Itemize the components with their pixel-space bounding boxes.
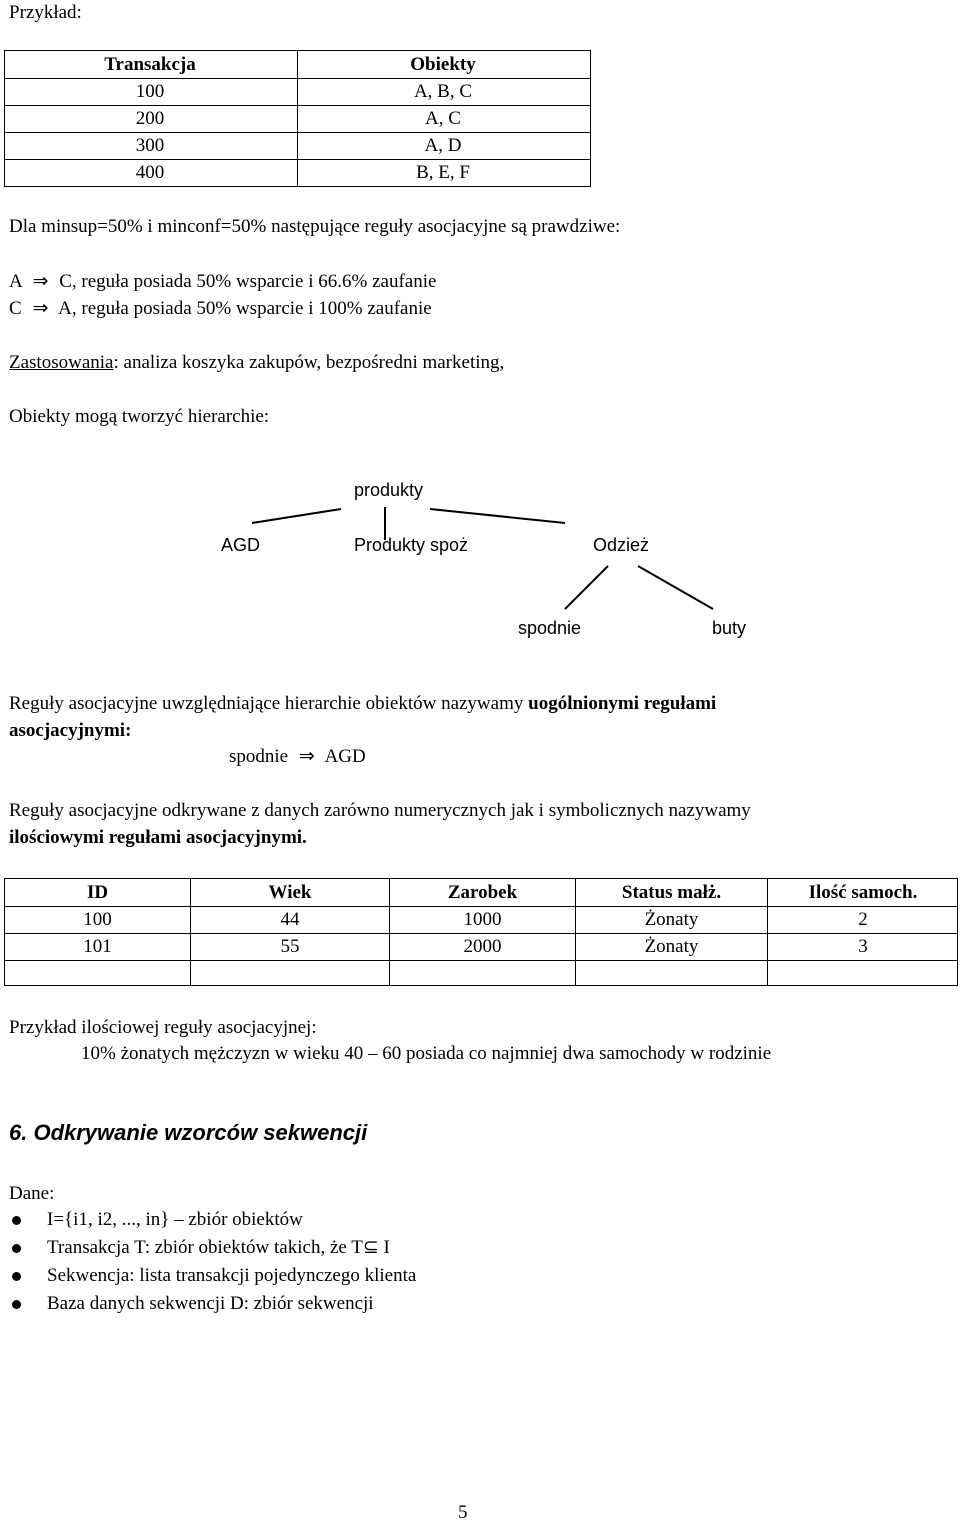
section-heading: 6. Odkrywanie wzorców sekwencji [9, 1120, 368, 1145]
rule-2-right: A, reguła posiada 50% wsparcie i 100% zaufanie [58, 298, 432, 319]
given-label: Dane: [9, 1183, 55, 1204]
implies-arrow-icon: ⇒ [32, 298, 49, 319]
table2-header-cars: Ilość samoch. [808, 882, 918, 903]
table2-cell: 100 [83, 909, 112, 930]
table2-cell: 1000 [463, 909, 502, 930]
table2-cell: Żonaty [644, 936, 699, 957]
bullet-item: Transakcja T: zbiór obiektów takich, że T⊆ I [47, 1237, 390, 1258]
table1-cell: B, E, F [416, 162, 470, 183]
table1-cell: 300 [135, 135, 165, 156]
tree-root-node: produkty [354, 480, 424, 500]
intro-label: Przykład: [9, 2, 82, 23]
tree-node-shoes: buty [712, 618, 747, 638]
generalized-text: Reguły asocjacyjne uwzględniające hierarchie obiektów nazywamy [9, 693, 529, 714]
quantitative-bold: ilościowymi regułami asocjacyjnymi. [9, 827, 307, 848]
generalized-bold-2: asocjacyjnymi: [9, 720, 132, 741]
table1-cell: A, B, C [413, 81, 473, 102]
rule-2-left: C [9, 298, 22, 319]
bullet-item: I={i1, i2, ..., in} – zbiór obiektów [47, 1209, 303, 1230]
table2-cell: 2000 [463, 936, 502, 957]
table1-cell: A, D [424, 135, 462, 156]
table2-header-id: ID [86, 882, 109, 903]
table2-cell: 44 [280, 909, 300, 930]
quant-example: 10% żonatych mężczyzn w wieku 40 – 60 posiada co najmniej dwa samochody w rodzinie [81, 1043, 772, 1064]
tree-edge [430, 509, 565, 523]
implies-arrow-icon: ⇒ [32, 271, 49, 292]
bullet-icon [12, 1272, 21, 1281]
generalized-example [229, 746, 366, 769]
applications-label: Zastosowania [9, 352, 114, 373]
table1-header-transaction: Transakcja [104, 54, 196, 75]
example-right: AGD [324, 746, 366, 767]
table2-cell: 3 [858, 936, 868, 957]
quantitative-table [4, 878, 958, 986]
tree-edge [565, 566, 608, 609]
quantitative-text: Reguły asocjacyjne odkrywane z danych zarówno numerycznych jak i symbolicznych nazywamy [9, 800, 751, 821]
table2-header-status: Status małż. [621, 882, 722, 903]
bullet-item: Sekwencja: lista transakcji pojedynczego klienta [47, 1265, 417, 1286]
table1-header-objects: Obiekty [410, 54, 476, 75]
rule-1-right: C, reguła posiada 50% wsparcie i 66.6% zaufanie [59, 271, 437, 292]
table2-header-age: Wiek [268, 882, 312, 903]
tree-node-clothing: Odzież [593, 535, 650, 555]
generalized-bold: uogólnionymi regułami [528, 693, 717, 714]
tree-edges [0, 0, 960, 700]
tree-node-trousers: spodnie [518, 618, 582, 638]
generalized-rules-text [9, 693, 716, 716]
bullet-icon [12, 1300, 21, 1309]
table2-cell: 101 [83, 936, 112, 957]
tree-edge [252, 509, 341, 523]
implies-arrow-icon: ⇒ [298, 746, 315, 767]
bullet-icon [12, 1244, 21, 1253]
bullet-item: Baza danych sekwencji D: zbiór sekwencji [47, 1293, 374, 1314]
hierarchy-intro: Obiekty mogą tworzyć hierarchie: [9, 406, 270, 427]
rule-1-left: A [9, 271, 22, 292]
table1-cell: 100 [135, 81, 165, 102]
table2-cell: 55 [280, 936, 300, 957]
table1-cell: A, C [425, 108, 461, 129]
table1-cell: 400 [135, 162, 165, 183]
table2-header-income: Zarobek [447, 882, 518, 903]
table2-cell: Żonaty [644, 909, 699, 930]
tree-edge [638, 566, 713, 609]
applications-text: : analiza koszyka zakupów, bezpośredni marketing, [113, 352, 505, 373]
tree-node-agd: AGD [221, 535, 261, 555]
page-number: 5 [458, 1502, 468, 1523]
minsup-line: Dla minsup=50% i minconf=50% następujące reguły asocjacyjne są prawdziwe: [9, 216, 621, 237]
quant-example-label: Przykład ilościowej reguły asocjacyjnej: [9, 1017, 317, 1038]
table2-cell: 2 [858, 909, 868, 930]
bullet-icon [12, 1216, 21, 1225]
table1-cell: 200 [135, 108, 165, 129]
example-left: spodnie [229, 746, 289, 767]
tree-node-food: Produkty spoż [354, 535, 469, 555]
